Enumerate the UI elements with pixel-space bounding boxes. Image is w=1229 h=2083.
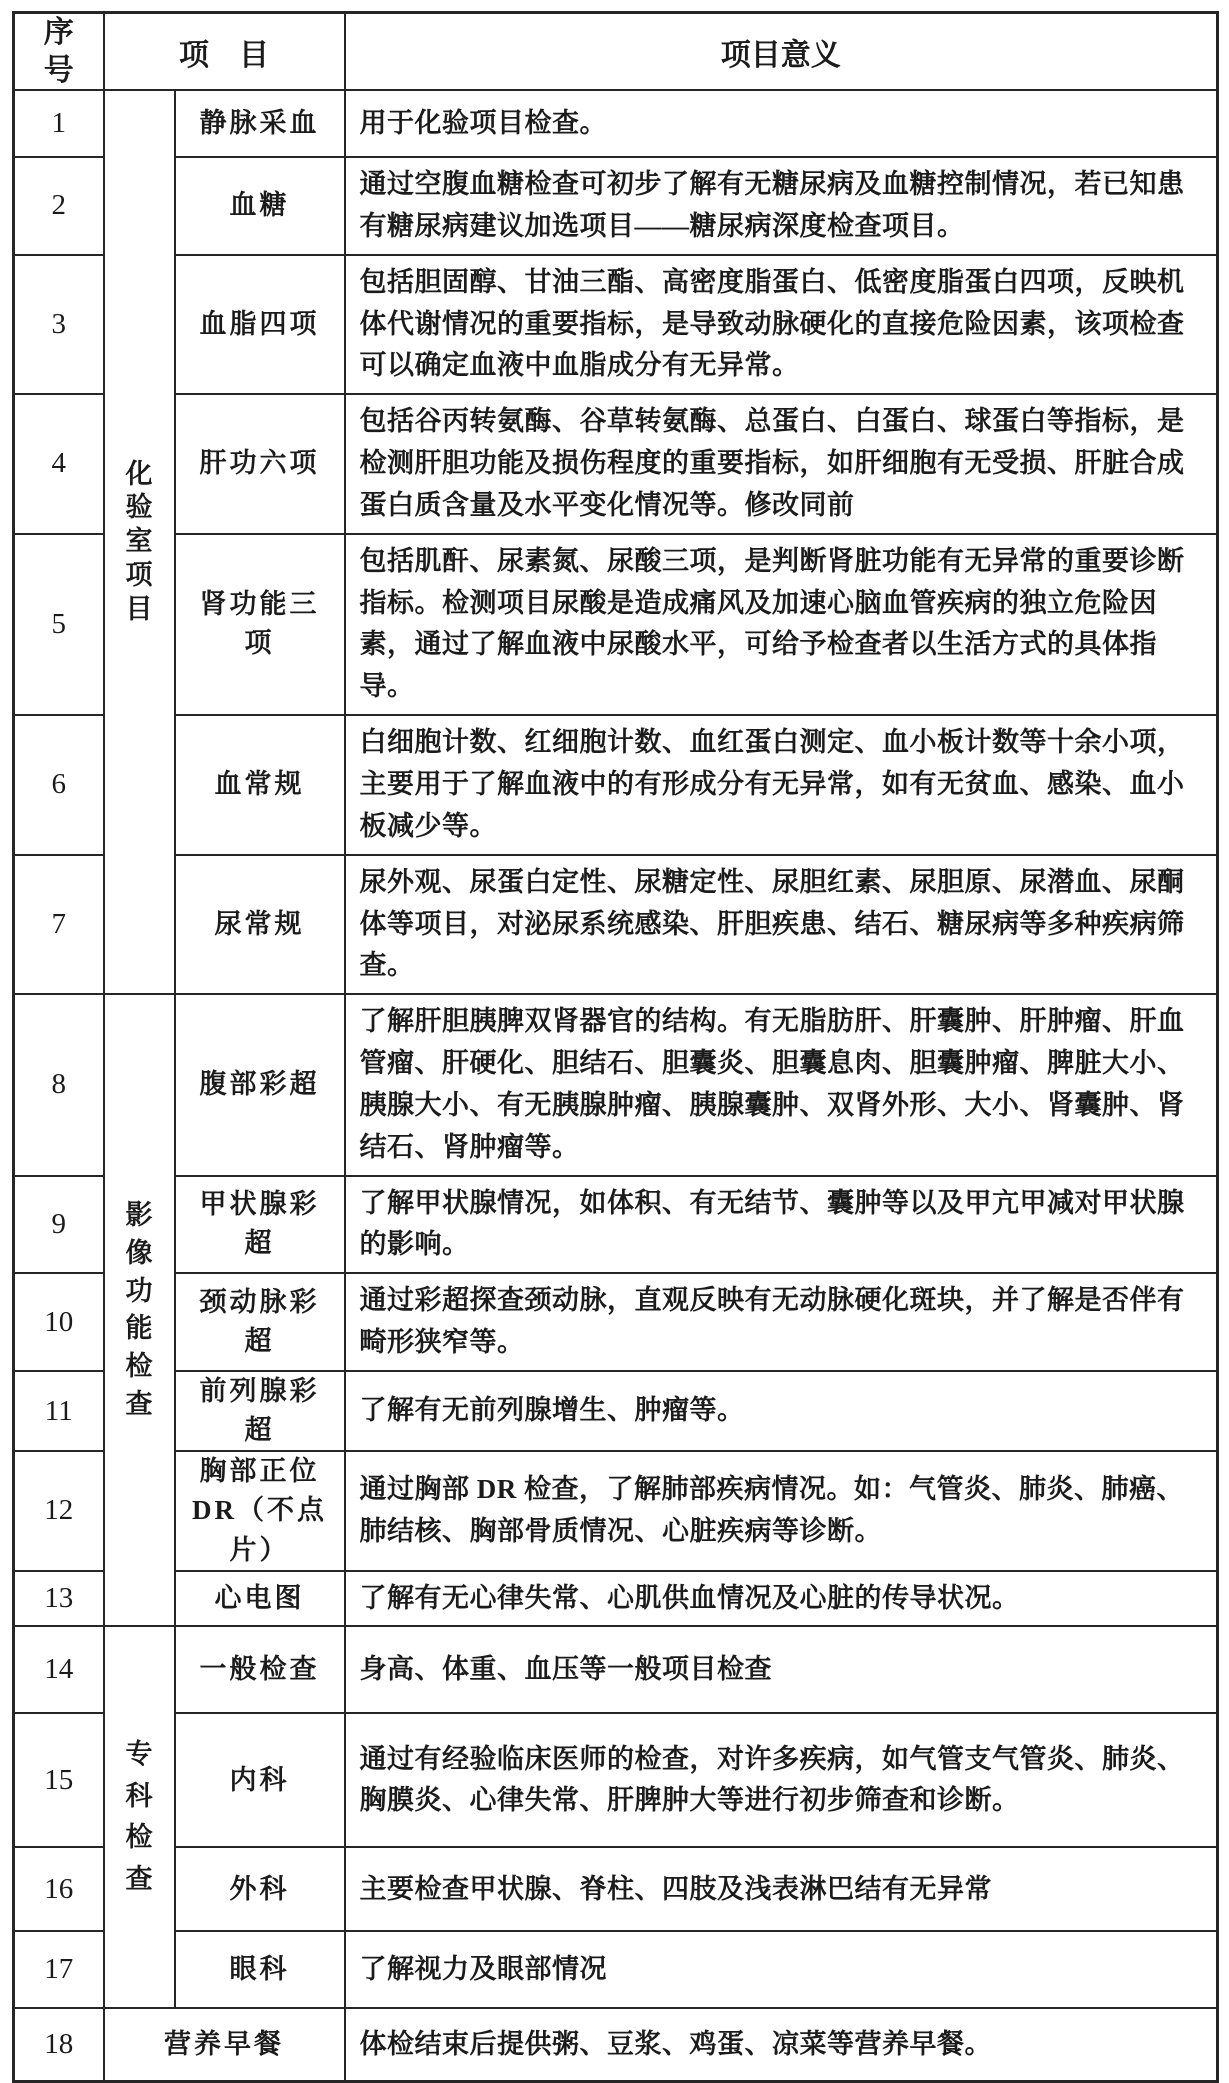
row-number: 3 bbox=[14, 255, 104, 395]
header-row bbox=[14, 13, 1218, 91]
table-row bbox=[14, 1176, 1218, 1274]
header-serial-label: 序号 bbox=[43, 16, 74, 87]
row-number: 12 bbox=[14, 1451, 104, 1570]
item-name: 外科 bbox=[175, 1847, 345, 1931]
item-description: 主要检查甲状腺、脊柱、四肢及浅表淋巴结有无异常 bbox=[345, 1847, 1218, 1931]
item-description: 通过胸部 DR 检查，了解肺部疾病情况。如：气管炎、肺炎、肺癌、肺结核、胸部骨质情况、心脏疾病等诊断。 bbox=[345, 1451, 1218, 1570]
item-description: 通过有经验临床医师的检查，对许多疾病，如气管支气管炎、肺炎、胸膜炎、心律失常、肝脾肿大等进行初步筛查和诊断。 bbox=[345, 1713, 1218, 1847]
row-number: 14 bbox=[14, 1626, 104, 1713]
item-description: 包括谷丙转氨酶、谷草转氨酶、总蛋白、白蛋白、球蛋白等指标，是检测肝胆功能及损伤程度的重要指标，如肝细胞有无受损、肝脏合成蛋白质含量及水平变化情况等。修改同前 bbox=[345, 394, 1218, 534]
item-description: 身高、体重、血压等一般项目检查 bbox=[345, 1626, 1218, 1713]
table-row bbox=[14, 1571, 1218, 1627]
row-number: 5 bbox=[14, 534, 104, 715]
row-number: 17 bbox=[14, 1931, 104, 2008]
item-description: 通过空腹血糖检查可初步了解有无糖尿病及血糖控制情况，若已知患有糖尿病建议加选项目——糖尿病深度检查项目。 bbox=[345, 157, 1218, 255]
item-name: 肝功六项 bbox=[175, 394, 345, 534]
row-number: 6 bbox=[14, 715, 104, 855]
header-meaning: 项目意义 bbox=[345, 13, 1218, 91]
header-item: 项 目 bbox=[104, 13, 345, 91]
table-row bbox=[14, 1451, 1218, 1570]
item-name: 胸部正位 DR（不点片） bbox=[175, 1451, 345, 1570]
item-description: 用于化验项目检查。 bbox=[345, 90, 1218, 157]
table-row bbox=[14, 1273, 1218, 1371]
item-description: 了解有无前列腺增生、肿瘤等。 bbox=[345, 1371, 1218, 1451]
row-number: 16 bbox=[14, 1847, 104, 1931]
item-name: 内科 bbox=[175, 1713, 345, 1847]
item-name: 血糖 bbox=[175, 157, 345, 255]
row-number: 13 bbox=[14, 1571, 104, 1627]
item-description: 体检结束后提供粥、豆浆、鸡蛋、凉菜等营养早餐。 bbox=[345, 2008, 1218, 2081]
table-row bbox=[14, 1847, 1218, 1931]
category-label: 影像功能检查 bbox=[125, 1199, 153, 1419]
item-description: 包括胆固醇、甘油三酯、高密度脂蛋白、低密度脂蛋白四项，反映机体代谢情况的重要指标，是导致动脉硬化的直接危险因素，该项检查可以确定血液中血脂成分有无异常。 bbox=[345, 255, 1218, 395]
item-name: 血脂四项 bbox=[175, 255, 345, 395]
item-name: 一般检查 bbox=[175, 1626, 345, 1713]
item-description: 了解甲状腺情况，如体积、有无结节、囊肿等以及甲亢甲减对甲状腺的影响。 bbox=[345, 1176, 1218, 1274]
item-description: 了解视力及眼部情况 bbox=[345, 1931, 1218, 2008]
table-row bbox=[14, 255, 1218, 395]
item-name: 肾功能三项 bbox=[175, 534, 345, 715]
item-name: 心电图 bbox=[175, 1571, 345, 1627]
item-name: 甲状腺彩超 bbox=[175, 1176, 345, 1274]
table-row bbox=[14, 394, 1218, 534]
table-row bbox=[14, 1371, 1218, 1451]
item-name: 眼科 bbox=[175, 1931, 345, 2008]
item-name: 营养早餐 bbox=[104, 2008, 345, 2081]
category-label: 专科检查 bbox=[125, 1738, 153, 1895]
table-row bbox=[14, 994, 1218, 1175]
item-description: 白细胞计数、红细胞计数、血红蛋白测定、血小板计数等十余小项，主要用于了解血液中的有形成分有无异常，如有无贫血、感染、血小板减少等。 bbox=[345, 715, 1218, 855]
category-cell-lab bbox=[104, 90, 175, 994]
row-number: 7 bbox=[14, 855, 104, 995]
row-number: 2 bbox=[14, 157, 104, 255]
table-row bbox=[14, 157, 1218, 255]
category-cell-imaging bbox=[104, 994, 175, 1626]
table-row bbox=[14, 1931, 1218, 2008]
table-row bbox=[14, 2008, 1218, 2081]
item-description: 尿外观、尿蛋白定性、尿糖定性、尿胆红素、尿胆原、尿潜血、尿酮体等项目，对泌尿系统感染、肝胆疾患、结石、糖尿病等多种疾病筛查。 bbox=[345, 855, 1218, 995]
row-number: 10 bbox=[14, 1273, 104, 1371]
row-number: 11 bbox=[14, 1371, 104, 1451]
table-row bbox=[14, 1626, 1218, 1713]
row-number: 18 bbox=[14, 2008, 104, 2081]
item-name: 尿常规 bbox=[175, 855, 345, 995]
row-number: 1 bbox=[14, 90, 104, 157]
item-name: 颈动脉彩超 bbox=[175, 1273, 345, 1371]
item-description: 了解肝胆胰脾双肾器官的结构。有无脂肪肝、肝囊肿、肝肿瘤、肝血管瘤、肝硬化、胆结石、胆囊炎、胆囊息肉、胆囊肿瘤、脾脏大小、胰腺大小、有无胰腺肿瘤、胰腺囊肿、双肾外形、大小、肾囊肿、肾结石、肾肿瘤等。 bbox=[345, 994, 1218, 1175]
table-row bbox=[14, 855, 1218, 995]
exam-items-table bbox=[12, 11, 1219, 2083]
table-row bbox=[14, 1713, 1218, 1847]
row-number: 9 bbox=[14, 1176, 104, 1274]
table-row bbox=[14, 534, 1218, 715]
item-name: 腹部彩超 bbox=[175, 994, 345, 1175]
item-description: 通过彩超探查颈动脉，直观反映有无动脉硬化斑块，并了解是否伴有畸形狭窄等。 bbox=[345, 1273, 1218, 1371]
row-number: 8 bbox=[14, 994, 104, 1175]
item-description: 了解有无心律失常、心肌供血情况及心脏的传导状况。 bbox=[345, 1571, 1218, 1627]
item-name: 前列腺彩超 bbox=[175, 1371, 345, 1451]
row-number: 4 bbox=[14, 394, 104, 534]
item-name: 静脉采血 bbox=[175, 90, 345, 157]
header-serial bbox=[14, 13, 104, 91]
table-row bbox=[14, 715, 1218, 855]
category-cell-specialist bbox=[104, 1626, 175, 2008]
table-row bbox=[14, 90, 1218, 157]
row-number: 15 bbox=[14, 1713, 104, 1847]
item-name: 血常规 bbox=[175, 715, 345, 855]
item-description: 包括肌酐、尿素氮、尿酸三项，是判断肾脏功能有无异常的重要诊断指标。检测项目尿酸是造成痛风及加速心脑血管疾病的独立危险因素，通过了解血液中尿酸水平，可给予检查者以生活方式的具体指导。 bbox=[345, 534, 1218, 715]
category-label: 化验室项目 bbox=[125, 458, 153, 624]
